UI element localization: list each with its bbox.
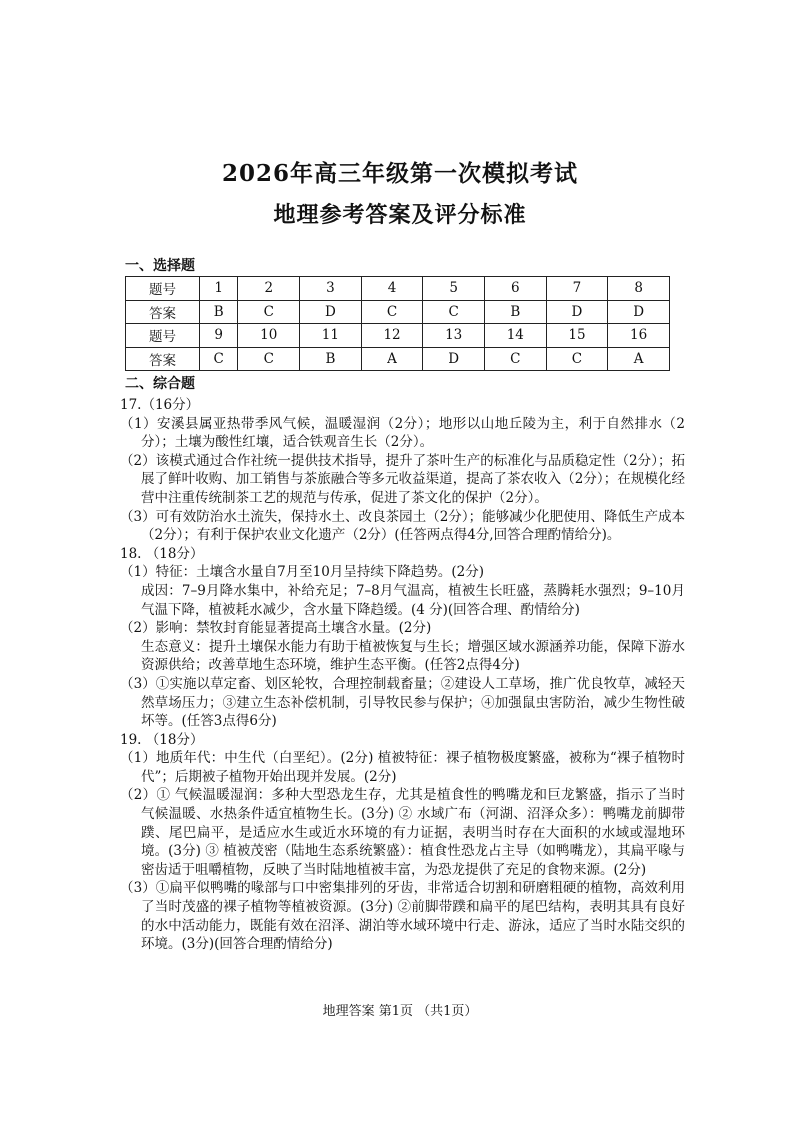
table-cell: 9: [200, 324, 238, 348]
question-19-title: 19. （18分）: [120, 731, 204, 748]
exam-title: 2026年高三年级第一次模拟考试: [221, 160, 578, 187]
table-cell: B: [300, 347, 362, 371]
table-cell: C: [238, 347, 300, 371]
q18-answer-1-cause: 成因：7–9月降水集中，补给充足；7–8月气温高，植被生长旺盛，蒸腾耗水强烈；9–10月气温下降，植被耗水减少，含水量下降趋缓。(4 分)(回答合理、酌情给分): [141, 582, 685, 618]
table-cell: C: [361, 300, 423, 324]
table-cell: D: [423, 347, 485, 371]
section2-heading: 二、综合题: [125, 376, 195, 392]
table-cell: D: [608, 300, 670, 324]
q18-answer-3: （3）①实施以草定畜、划区轮牧，合理控制载畜量；②建设人工草场，推广优良牧草，减轻天然草场压力；③建立生态补偿机制，引导牧民参与保护；④加强鼠虫害防治，减少生物性破坏等。(任答3点得6分): [120, 675, 685, 730]
q19-answer-3: （3）①扁平似鸭嘴的喙部与口中密集排列的牙齿，非常适合切割和研磨粗硬的植物，高效利用了当时茂盛的裸子植物等植被资源。(3分) ②前脚带蹼和扁平的尾巴结构，表明其具有良好的水中活动能力，既能有效在沼泽、湖泊等水域环境中行走、游泳，适应了当时水陆交织的环境。(3分)(回答合理酌情给分): [120, 880, 685, 953]
table-cell: 5: [423, 277, 485, 301]
table-cell: A: [608, 347, 670, 371]
table-cell: D: [546, 300, 608, 324]
q18-answer-2-significance: 生态意义：提升土壤保水能力有助于植被恢复与生长；增强区域水源涵养功能，保障下游水资源供给；改善草地生态环境，维护生态平衡。(任答2点得4分): [141, 638, 685, 674]
table-cell: C: [485, 347, 547, 371]
table-row: [126, 347, 670, 371]
table-cell: A: [361, 347, 423, 371]
table-cell: 3: [300, 277, 362, 301]
table-cell: 7: [546, 277, 608, 301]
table-cell: 16: [608, 324, 670, 348]
exam-subtitle: 地理参考答案及评分标准: [273, 202, 527, 228]
table-cell: C: [423, 300, 485, 324]
table-cell: B: [485, 300, 547, 324]
table-cell: 10: [238, 324, 300, 348]
q17-answer-1: （1）安溪县属亚热带季风气候，温暖湿润（2分）；地形以山地丘陵为主，利于自然排水（2分）；土壤为酸性红壤，适合铁观音生长（2分）。: [120, 415, 685, 451]
table-cell: 14: [485, 324, 547, 348]
table-cell: D: [300, 300, 362, 324]
table-cell: 11: [300, 324, 362, 348]
table-cell: 4: [361, 277, 423, 301]
q17-answer-3: （3）可有效防治水土流失，保持水土、改良茶园土（2分）；能够减少化肥使用、降低生产成本（2分）；有利于保护农业文化遗产（2分）(任答两点得4分,回答合理酌情给分)。: [120, 508, 685, 544]
table-row: [126, 277, 670, 301]
table-cell: 15: [546, 324, 608, 348]
table-cell: 1: [200, 277, 238, 301]
table-cell: B: [200, 300, 238, 324]
table-cell: 13: [423, 324, 485, 348]
q17-answer-2: （2）该模式通过合作社统一提供技术指导，提升了茶叶生产的标准化与品质稳定性（2分）；拓展了鲜叶收购、加工销售与茶旅融合等多元收益渠道，提高了茶农收入（2分）；在规模化经营中注重传统制茶工艺的规范与传承，促进了茶文化的保护（2分）。: [120, 452, 685, 506]
q19-answer-2: （2）① 气候温暖湿润：多种大型恐龙生存，尤其是植食性的鸭嘴龙和巨龙繁盛，指示了当时气候温暖、水热条件适宜植物生长。(3分) ② 水域广布（河湖、沼泽众多）：鸭嘴龙前脚带蹼、尾巴扁平，是适应水生或近水环境的有力证据，表明当时存在大面积的水域或湿地环境。(3分) ③ 植被茂密（陆地生态系统繁盛）：植食性恐龙占主导（如鸭嘴龙），其扁平喙与密齿适于咀嚼植物，反映了当时陆地植被丰富，为恐龙提供了充足的食物来源。(2分): [120, 787, 685, 878]
page-footer: 地理答案 第1页 （共1页）: [322, 1004, 478, 1019]
table-cell: 8: [608, 277, 670, 301]
choice-answer-table: [125, 276, 670, 371]
q18-answer-1: （1）特征：土壤含水量自7月至10月呈持续下降趋势。(2分): [120, 564, 484, 581]
table-cell: 12: [361, 324, 423, 348]
section1-heading: 一、选择题: [125, 258, 195, 274]
row-label: 题号: [126, 324, 200, 348]
table-cell: C: [238, 300, 300, 324]
table-row: [126, 300, 670, 324]
row-label: 题号: [126, 277, 200, 301]
q18-answer-2: （2）影响：禁牧封育能显著提高土壤含水量。(2分): [120, 620, 432, 637]
row-label: 答案: [126, 300, 200, 324]
q19-answer-1: （1）地质年代：中生代（白垩纪）。(2分) 植被特征：裸子植物极度繁盛，被称为“裸子植物时代”；后期被子植物开始出现并发展。(2分): [120, 750, 685, 785]
table-cell: 6: [485, 277, 547, 301]
table-cell: C: [200, 347, 238, 371]
comprehensive-answers: [120, 396, 685, 954]
table-cell: 2: [238, 277, 300, 301]
question-18-title: 18. （18分）: [120, 545, 204, 562]
table-cell: C: [546, 347, 608, 371]
question-17-title: 17.（16分）: [120, 397, 200, 413]
row-label: 答案: [126, 347, 200, 371]
table-row: [126, 324, 670, 348]
